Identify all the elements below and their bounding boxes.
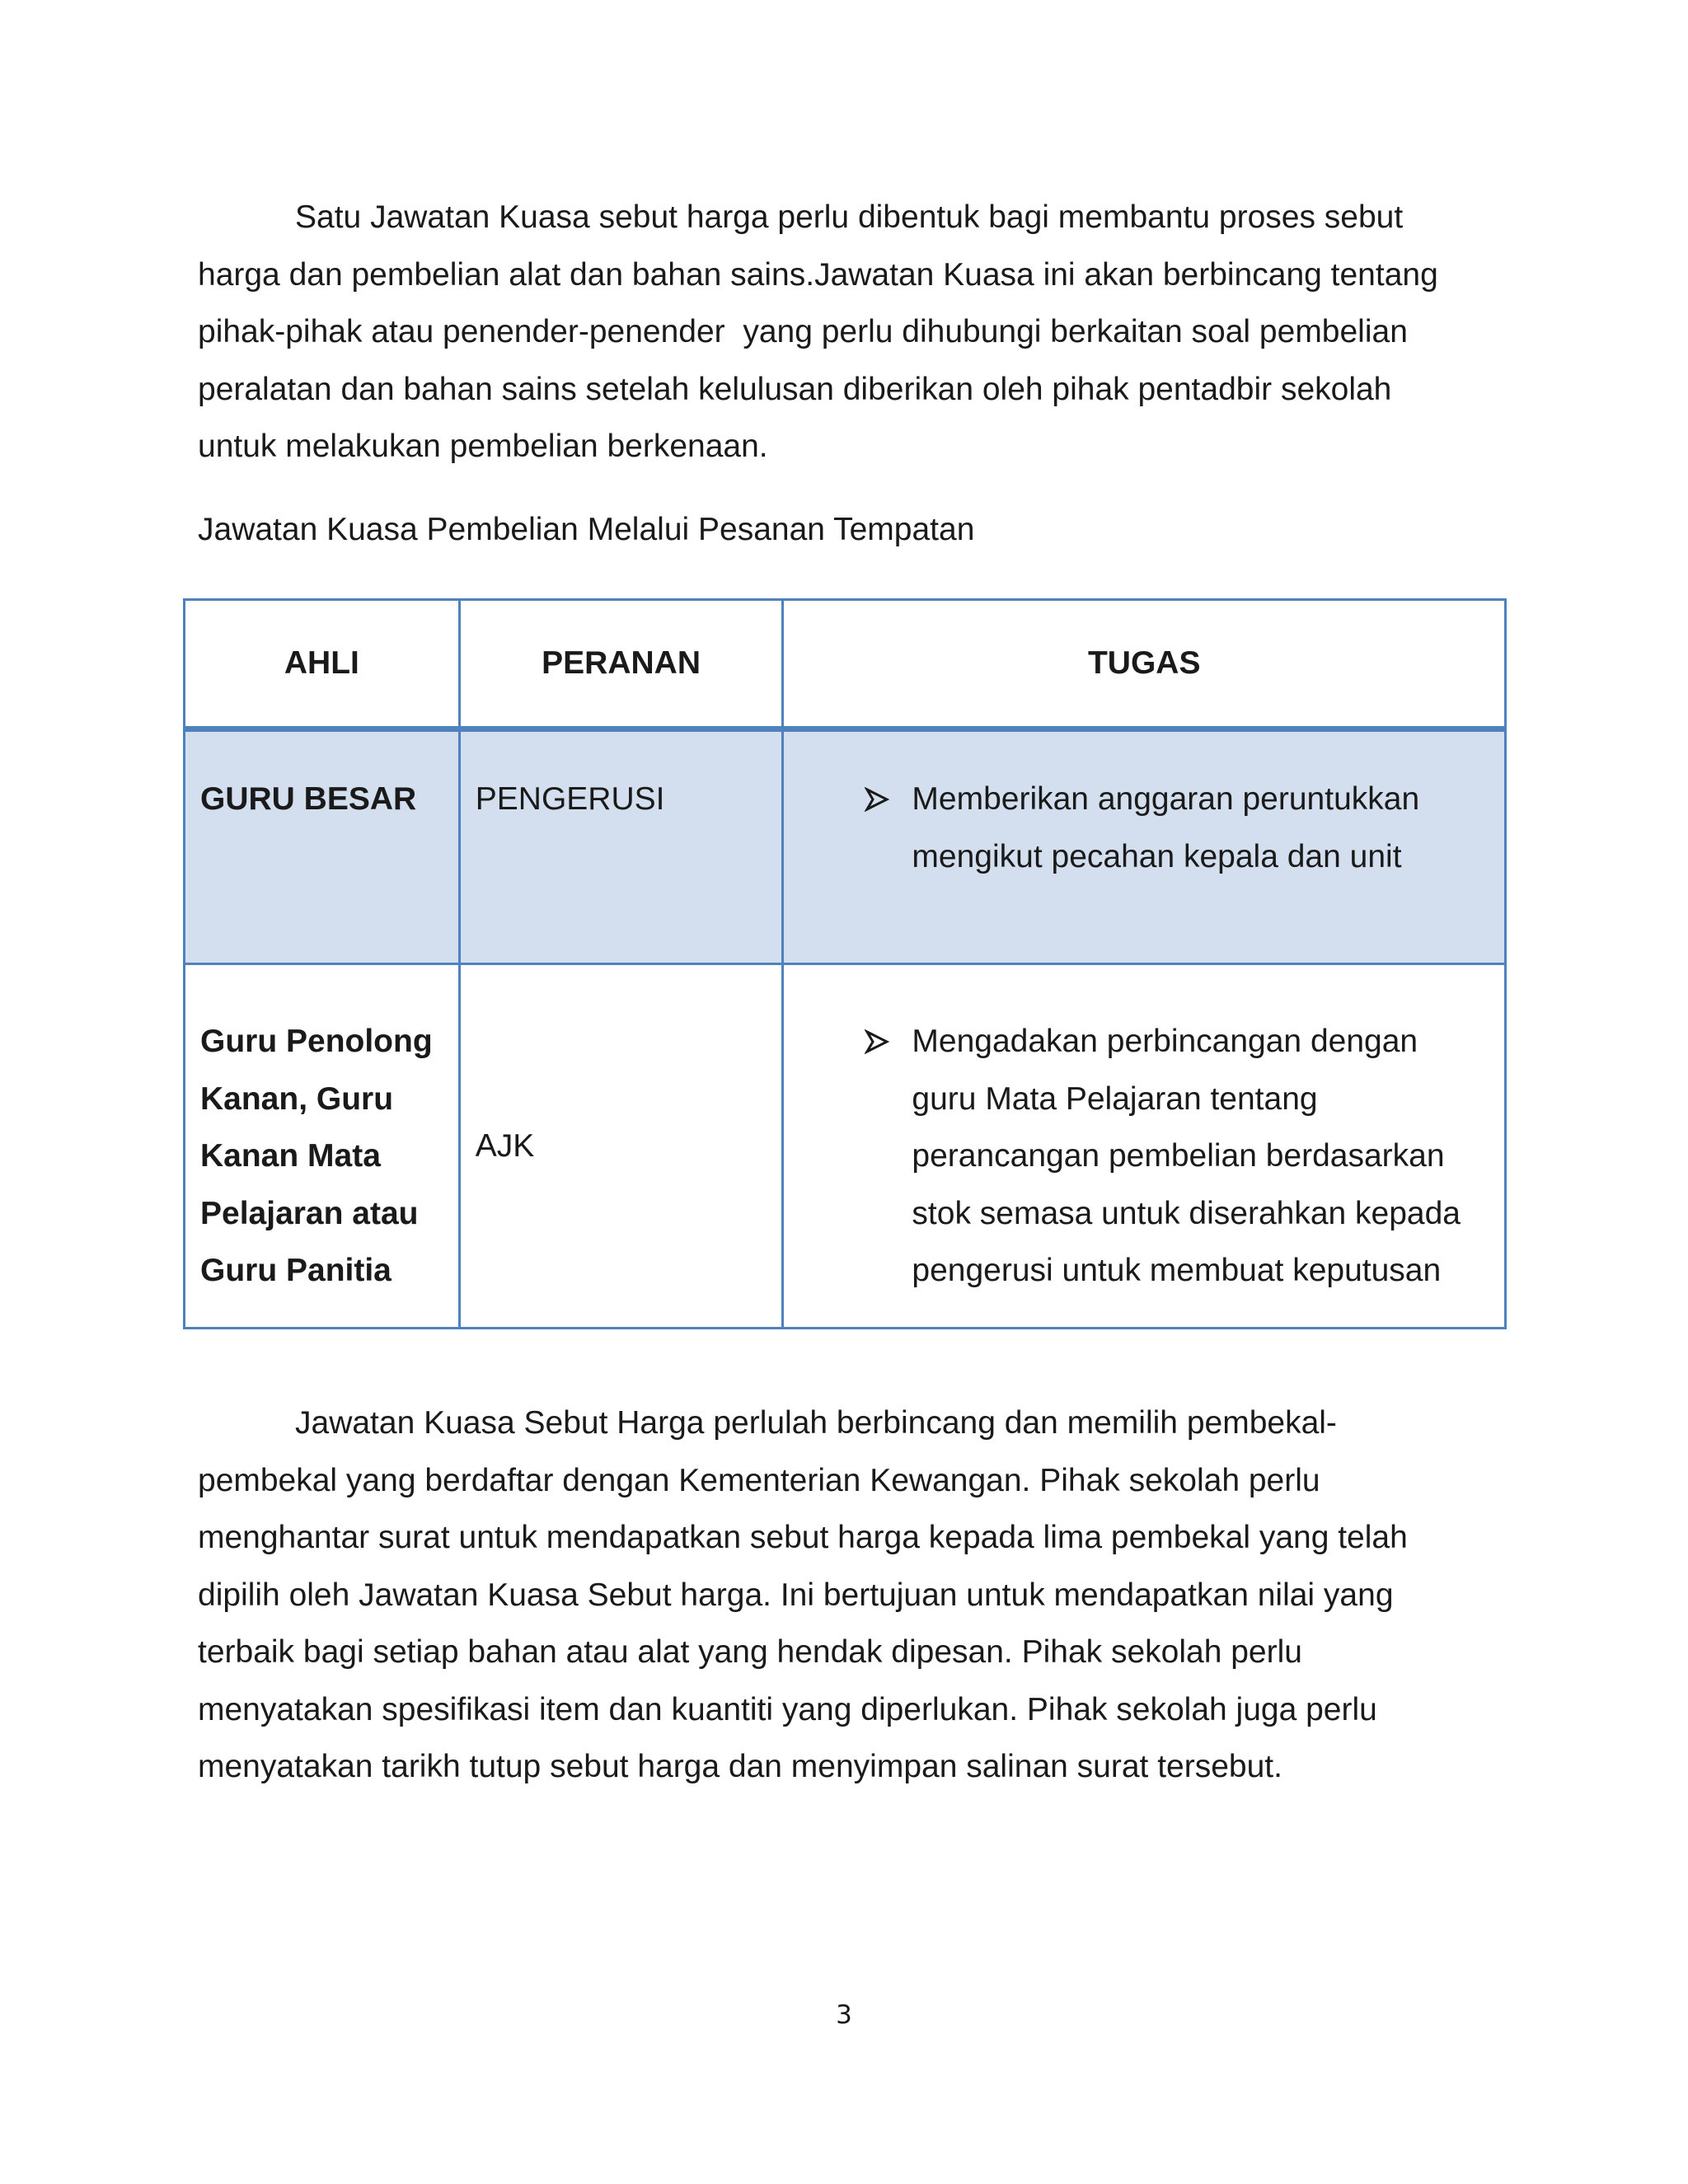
tugas-line: perancangan pembelian berdasarkan (912, 1138, 1445, 1174)
paragraph-line: pihak-pihak atau penender-penender yang perlu dihubungi berkaitan soal pembelian (198, 314, 1408, 349)
ahli-cell (185, 964, 460, 1329)
paragraph-line: peralatan dan bahan sains setelah kelulusan diberikan oleh pihak pentadbir sekolah (198, 371, 1392, 407)
table-header-row (185, 600, 1506, 729)
paragraph-line: menyatakan tarikh tutup sebut harga dan menyimpan salinan surat tersebut. (198, 1749, 1282, 1784)
tugas-line: guru Mata Pelajaran tentang (912, 1080, 1318, 1117)
paragraph-line: pembekal yang berdaftar dengan Kementerian Kewangan. Pihak sekolah perlu (198, 1462, 1320, 1498)
paragraph-line: menghantar surat untuk mendapatkan sebut harga kepada lima pembekal yang telah (198, 1520, 1408, 1555)
paragraph-line: dipilih oleh Jawatan Kuasa Sebut harga. Ini bertujuan untuk mendapatkan nilai yang (198, 1577, 1394, 1613)
peranan-text: PENGERUSI (475, 781, 665, 817)
committee-table (183, 598, 1507, 1329)
table-row (185, 964, 1506, 1329)
ahli-line: Pelajaran atau (200, 1195, 419, 1231)
paragraph-line: menyatakan spesifikasi item dan kuantiti yang diperlukan. Pihak sekolah juga perlu (198, 1691, 1377, 1727)
peranan-text: AJK (475, 1127, 535, 1164)
tugas-line: mengikut pecahan kepala dan unit (912, 838, 1402, 874)
table-caption: Jawatan Kuasa Pembelian Melalui Pesanan Tempatan (198, 512, 975, 547)
header-peranan: PERANAN (459, 600, 783, 729)
arrow-bullet-icon (865, 771, 891, 828)
ahli-line: GURU BESAR (200, 781, 417, 817)
tugas-line: pengerusi untuk membuat keputusan (912, 1253, 1442, 1288)
tugas-cell (783, 729, 1506, 964)
ahli-cell (185, 729, 460, 964)
ahli-line: Guru Penolong (200, 1024, 433, 1059)
ahli-line: Kanan Mata (200, 1138, 381, 1174)
ahli-line: Guru Panitia (200, 1253, 392, 1288)
quotation-paragraph (198, 1394, 1500, 1796)
header-tugas: TUGAS (783, 600, 1506, 729)
paragraph-line: untuk melakukan pembelian berkenaan. (198, 429, 768, 464)
intro-paragraph (198, 189, 1500, 476)
peranan-cell (459, 964, 783, 1329)
page-number: 3 (836, 2000, 852, 2030)
arrow-bullet-icon (865, 1013, 891, 1071)
tugas-item (799, 1013, 1504, 1300)
ahli-line: Kanan, Guru (200, 1080, 394, 1117)
header-ahli: AHLI (185, 600, 460, 729)
tugas-line: Memberikan anggaran peruntukkan (912, 781, 1420, 817)
paragraph-line: terbaik bagi setiap bahan atau alat yang hendak dipesan. Pihak sekolah perlu (198, 1634, 1302, 1670)
tugas-line: stok semasa untuk diserahkan kepada (912, 1195, 1461, 1231)
peranan-cell (459, 729, 783, 964)
tugas-line: Mengadakan perbincangan dengan (912, 1024, 1418, 1059)
paragraph-line: Jawatan Kuasa Sebut Harga perlulah berbincang dan memilih pembekal- (295, 1405, 1337, 1441)
tugas-cell (783, 964, 1506, 1329)
paragraph-line: harga dan pembelian alat dan bahan sains.Jawatan Kuasa ini akan berbincang tentang (198, 256, 1438, 293)
paragraph-line: Satu Jawatan Kuasa sebut harga perlu dibentuk bagi membantu proses sebut (295, 199, 1404, 235)
tugas-item (799, 771, 1504, 885)
table-row (185, 729, 1506, 964)
